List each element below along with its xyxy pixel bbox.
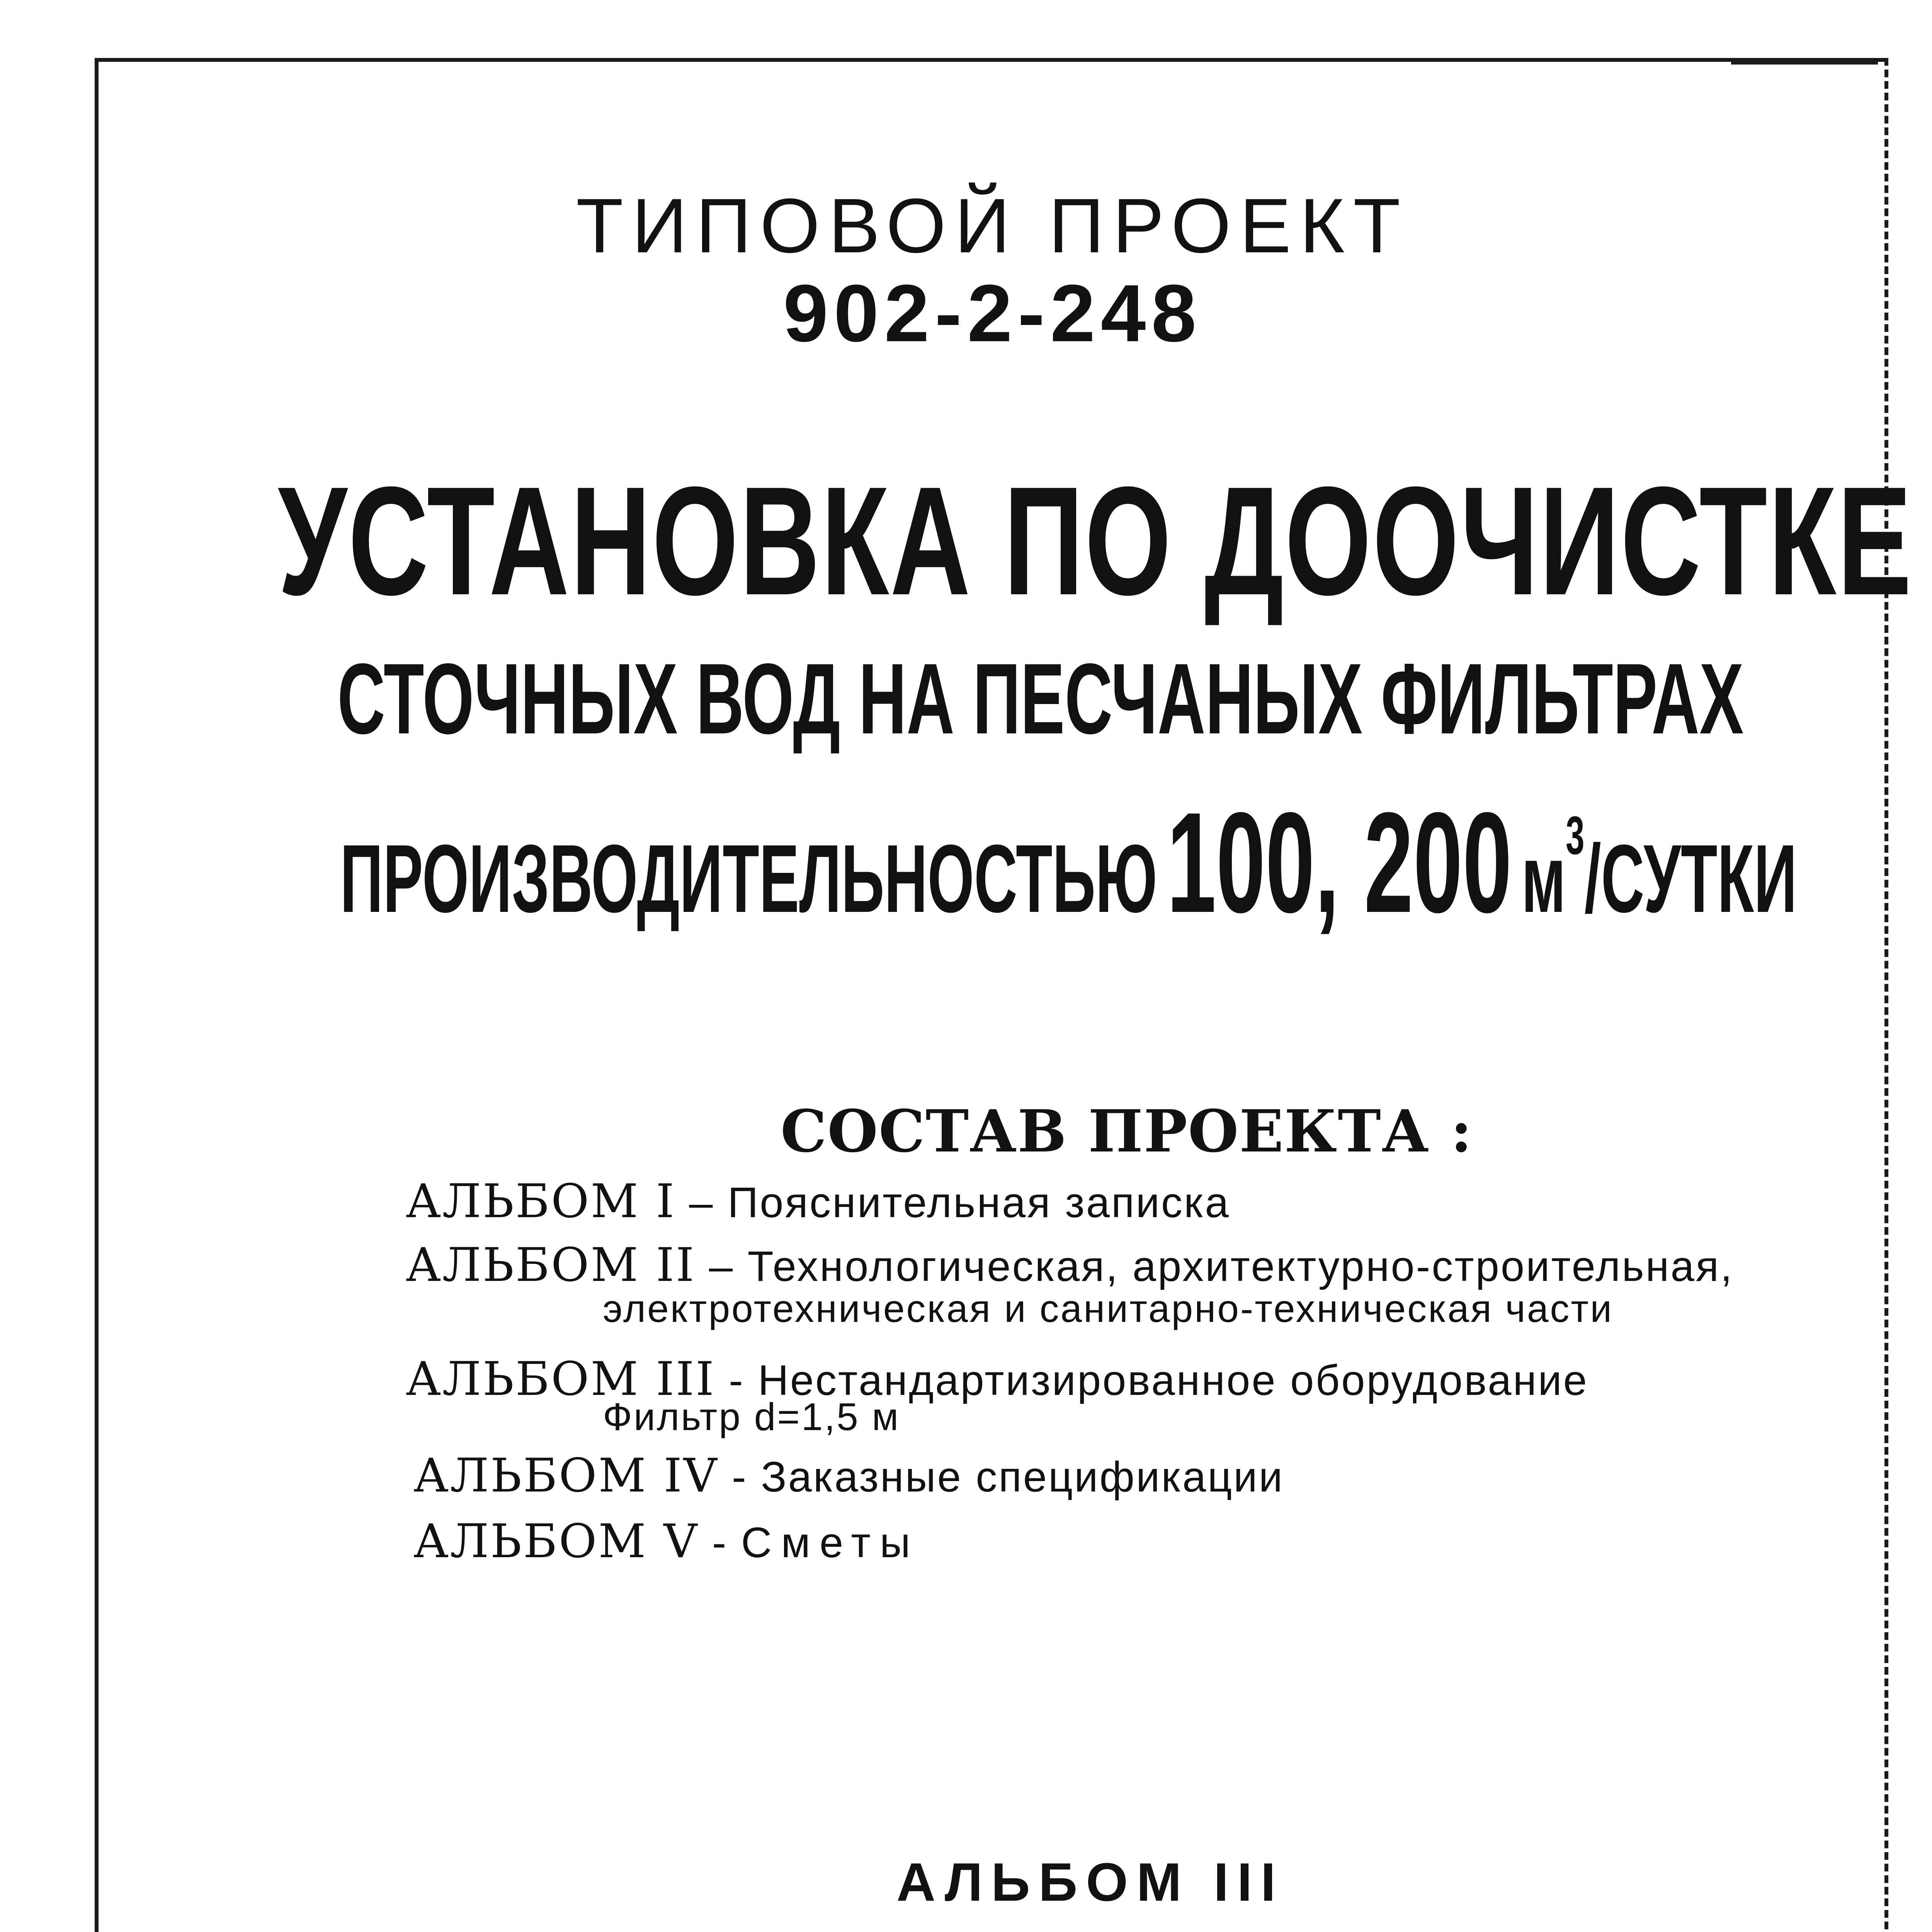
album-5-sep: - xyxy=(712,1519,728,1566)
album-2-name: АЛЬБОМ II xyxy=(406,1238,696,1292)
album-2-sep: – xyxy=(709,1243,735,1290)
album-3-text: Нестандартизированное оборудование xyxy=(758,1357,1588,1404)
capacity-prefix: ПРОИЗВОДИТЕЛЬНОСТЬЮ xyxy=(340,825,1157,932)
capacity-unit-rest: /СУТКИ xyxy=(1584,825,1797,932)
album-4-sep: - xyxy=(732,1453,748,1501)
album-1-sep: – xyxy=(689,1179,714,1226)
composition-title: СОСТАВ ПРОЕКТА : xyxy=(781,1097,1473,1165)
album-3-sep: - xyxy=(729,1357,745,1404)
album-1 xyxy=(406,1175,1230,1228)
album-3-name: АЛЬБОМ III xyxy=(406,1352,716,1406)
album-5-name: АЛЬБОМ V xyxy=(413,1515,699,1568)
album-3 xyxy=(406,1352,1588,1406)
album-5 xyxy=(413,1515,920,1568)
album-2 xyxy=(406,1238,1734,1292)
album-2-text-cont: электротехническая и санитарно-техническая части xyxy=(603,1287,1614,1330)
capacity-value: 100, 200 xyxy=(1167,783,1512,942)
album-label: АЛЬБОМ III xyxy=(896,1852,1284,1912)
capacity-unit-base: м xyxy=(1521,825,1566,932)
album-4-text: Заказные спецификации xyxy=(761,1453,1284,1501)
album-3-text-cont: Фильтр d=1,5 м xyxy=(603,1395,900,1439)
title-line-1: УСТАНОВКА ПО ДООЧИСТКЕ xyxy=(278,454,1913,627)
album-4 xyxy=(413,1449,1284,1503)
title-line-3 xyxy=(340,781,1797,945)
title-line-2: СТОЧНЫХ ВОД НА ПЕСЧАНЫХ ФИЛЬТРАХ xyxy=(337,643,1744,755)
project-label: ТИПОВОЙ ПРОЕКТ xyxy=(576,183,1409,269)
project-number: 902-2-248 xyxy=(783,268,1202,359)
album-5-text: Сметы xyxy=(741,1519,920,1566)
album-1-text: Пояснительная записка xyxy=(728,1179,1230,1226)
album-4-name: АЛЬБОМ IV xyxy=(413,1449,719,1503)
capacity-unit-sup: 3 xyxy=(1566,805,1585,866)
album-1-name: АЛЬБОМ I xyxy=(406,1175,676,1228)
album-2-text: Технологическая, архитектурно-строительная, xyxy=(747,1243,1734,1290)
frame-dash-top-right xyxy=(1731,61,1878,65)
